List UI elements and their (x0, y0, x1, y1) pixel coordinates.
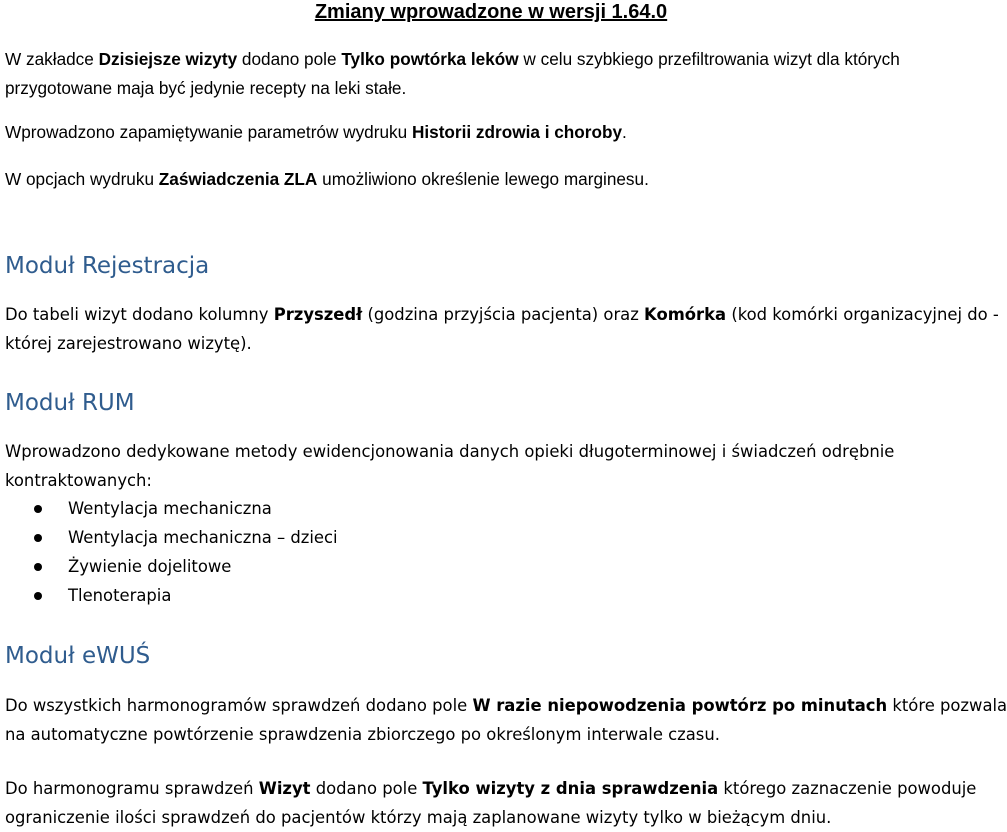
text-segment: dodano pole (237, 49, 341, 69)
text-segment: W opcjach wydruku (5, 169, 159, 189)
list-item-label: Wentylacja mechaniczna – dzieci (68, 528, 338, 547)
text-segment: Do tabeli wizyt dodano kolumny (5, 305, 274, 324)
list-item (0, 581, 960, 610)
bold-term: Dzisiejsze wizyty (99, 49, 238, 69)
text-segment: w celu szybkiego przefiltrowania wizyt dla których (519, 49, 900, 69)
bullet-icon (34, 563, 42, 571)
text-segment: (kod komórki organizacyjnej do - (726, 305, 999, 324)
list-item-label: Tlenoterapia (68, 586, 171, 605)
text-line: Wprowadzono dedykowane metody ewidencjonowania danych opieki długoterminowej i świadczeń odrębnie (5, 438, 960, 467)
text-segment: Do harmonogramu sprawdzeń (5, 779, 259, 798)
heading-modul-rum: Moduł RUM (5, 389, 135, 417)
bold-term: Tylko powtórka leków (341, 49, 518, 69)
text-line: której zarejestrowano wizytę). (5, 330, 960, 359)
paragraph-rum (5, 438, 960, 495)
text-segment: dodano pole (311, 779, 423, 798)
text-line: kontraktowanych: (5, 467, 960, 496)
list-item-label: Wentylacja mechaniczna (68, 499, 272, 518)
heading-modul-ewus: Moduł eWUŚ (5, 642, 150, 670)
bullet-icon (34, 505, 42, 513)
bold-term: Historii zdrowia i choroby (412, 122, 622, 142)
text-segment: którego zaznaczenie powoduje (718, 779, 976, 798)
paragraph-rejestracja (5, 301, 960, 358)
paragraph-dzisiejsze-wizyty (5, 45, 960, 102)
text-segment: (godzina przyjścia pacjenta) oraz (362, 305, 644, 324)
text-segment: W zakładce (5, 49, 99, 69)
paragraph-zaswiadczenie-zla (5, 165, 960, 194)
text-segment: . (622, 122, 627, 142)
list-item (0, 552, 960, 581)
heading-modul-rejestracja: Moduł Rejestracja (5, 252, 209, 280)
text-line: na automatyczne powtórzenie sprawdzenia zbiorczego po określonym interwale czasu. (5, 721, 960, 750)
page-title: Zmiany wprowadzone w wersji 1.64.0 (0, 0, 982, 24)
bullet-icon (34, 534, 42, 542)
text-line (5, 301, 960, 330)
bold-term: Komórka (644, 305, 726, 324)
bold-term: Tylko wizyty z dnia sprawdzenia (423, 779, 719, 798)
text-segment: umożliwiono określenie lewego marginesu. (317, 169, 649, 189)
list-item-label: Żywienie dojelitowe (68, 557, 231, 576)
bullet-icon (34, 592, 42, 600)
paragraph-ewus-wizyty (5, 775, 960, 832)
text-line: przygotowane maja być jedynie recepty na leki stałe. (5, 74, 960, 103)
text-segment: Do wszystkich harmonogramów sprawdzeń dodano pole (5, 696, 472, 715)
bold-term: Wizyt (259, 779, 311, 798)
bold-term: Przyszedł (274, 305, 363, 324)
text-segment: Wprowadzono zapamiętywanie parametrów wydruku (5, 122, 412, 142)
bullet-list (0, 494, 960, 610)
list-item (0, 523, 960, 552)
paragraph-ewus-harmonogramy (5, 692, 960, 749)
text-segment: które pozwala (887, 696, 1007, 715)
paragraph-historia-zdrowia (5, 118, 960, 147)
text-line (5, 775, 960, 804)
bold-term: W razie niepowodzenia powtórz po minutach (472, 696, 887, 715)
list-item (0, 494, 960, 523)
text-line: ograniczenie ilości sprawdzeń do pacjentów którzy mają zaplanowane wizyty tylko w bieżącym dniu. (5, 804, 960, 832)
text-line (5, 692, 960, 721)
bold-term: Zaświadczenia ZLA (159, 169, 318, 189)
text-line (5, 45, 960, 74)
